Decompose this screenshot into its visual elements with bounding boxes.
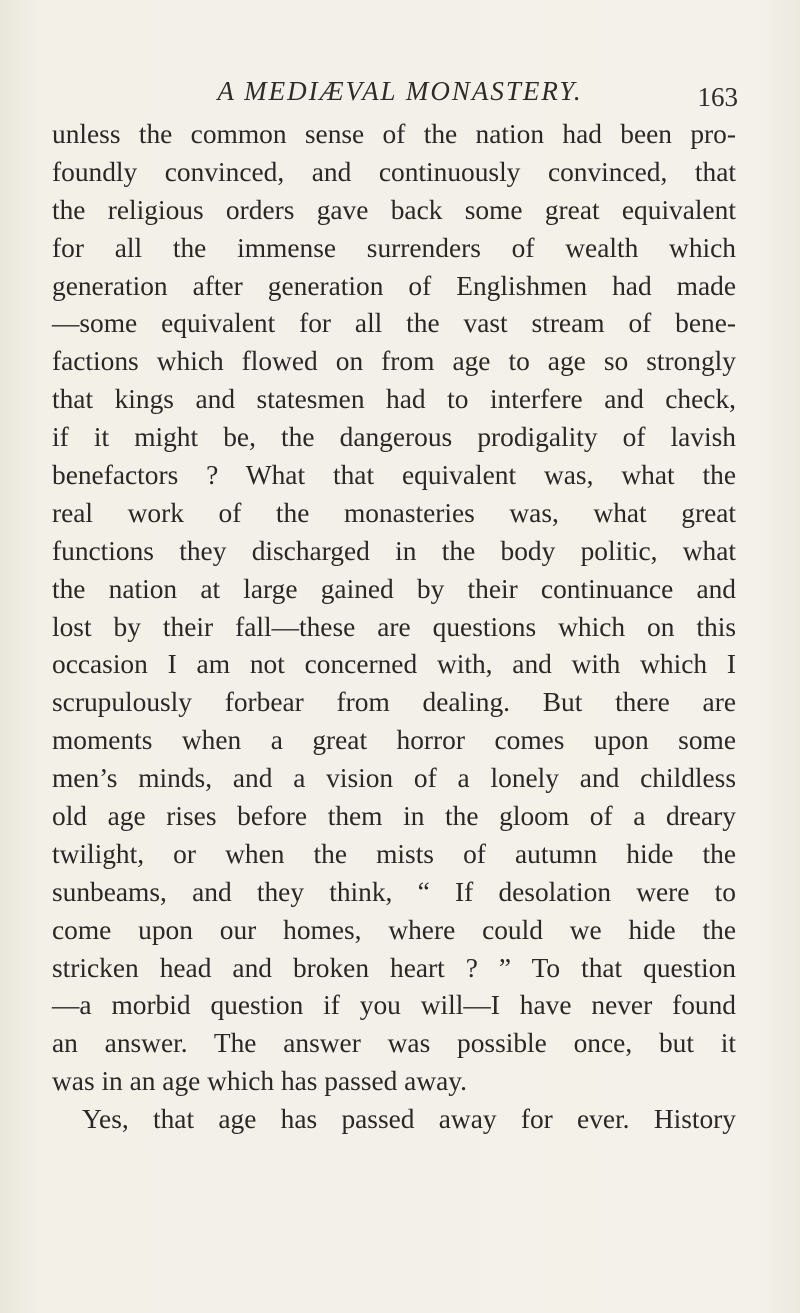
text-line: lost by their fall—these are questions which on this [52, 611, 736, 642]
text-line: men’s minds, and a vision of a lonely and childless [52, 763, 736, 794]
text-line: the religious orders gave back some great equivalent [52, 194, 736, 225]
text-line: old age rises before them in the gloom of a dreary [52, 801, 736, 832]
running-head [0, 72, 800, 112]
text-line: foundly convinced, and continuously convinced, that [52, 156, 736, 187]
text-line: Yes, that age has passed away for ever. History [82, 1104, 736, 1135]
text-line: the nation at large gained by their continuance and [52, 573, 736, 604]
text-line: scrupulously forbear from dealing. But there are [52, 687, 736, 718]
text-line: benefactors ? What that equivalent was, what the [52, 460, 736, 491]
body-text [52, 116, 736, 1139]
text-line: an answer. The answer was possible once, but it [52, 1028, 736, 1059]
text-line: unless the common sense of the nation had been pro- [52, 119, 736, 149]
text-line: moments when a great horror comes upon some [52, 725, 736, 756]
text-line: sunbeams, and they think, “ If desolation were to [52, 876, 736, 907]
text-line: —some equivalent for all the vast stream of bene- [52, 308, 736, 339]
text-line: for all the immense surrenders of wealth which [52, 232, 736, 263]
page-number: 163 [697, 82, 738, 112]
text-line: factions which flowed on from age to age so strongly [52, 346, 736, 377]
text-line: functions they discharged in the body politic, what [52, 535, 736, 566]
text-line: come upon our homes, where could we hide the [52, 914, 736, 945]
text-line: that kings and statesmen had to interfere and check, [52, 384, 736, 415]
text-line: real work of the monasteries was, what great [52, 497, 736, 528]
running-title: A MEDIÆVAL MONASTERY. [217, 76, 583, 106]
text-line: generation after generation of Englishmen had made [52, 270, 736, 301]
text-line: if it might be, the dangerous prodigality of lavish [52, 422, 736, 453]
text-line: —a morbid question if you will—I have never found [52, 990, 736, 1021]
text-line: occasion I am not concerned with, and with which I [52, 649, 736, 680]
text-line: twilight, or when the mists of autumn hide the [52, 838, 736, 869]
text-line: stricken head and broken heart ? ” To that question [52, 952, 736, 983]
text-line: was in an age which has passed away. [52, 1066, 468, 1097]
